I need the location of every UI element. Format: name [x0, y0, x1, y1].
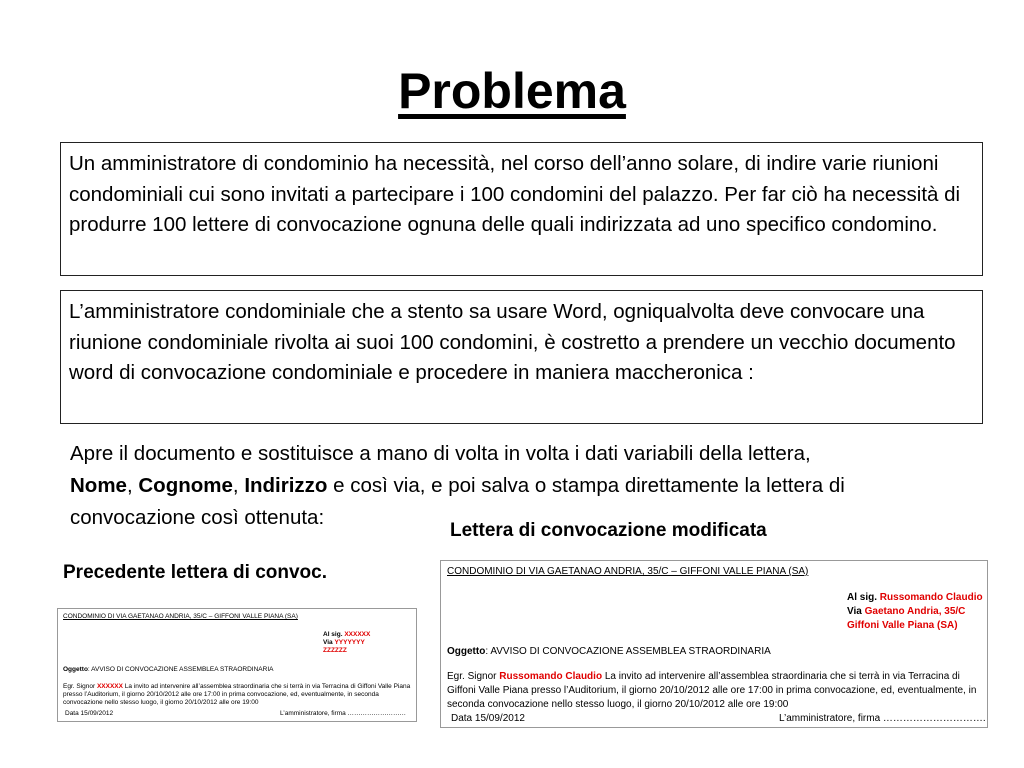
separator: ,: [232, 474, 245, 497]
letter-date: Data 15/09/2012: [65, 710, 114, 717]
via-label: Via: [847, 606, 862, 617]
recipient-block: [323, 631, 370, 655]
al-sig-label: Al sig.: [847, 592, 878, 603]
problem-box-2-text: L’amministratore condominiale che a stento sa usare Word, ogniqualvolta deve convocare una riunione condominiale rivolta ai suoi 100 condomini, è costretto a prendere un vecchio documento word di convocazione condominiale e procedere in maniera maccheronica :: [69, 300, 956, 384]
caption-modified-letter: Lettera di convocazione modificata: [450, 520, 767, 541]
keyword-nome: Nome: [70, 474, 127, 497]
keyword-cognome: Cognome: [138, 474, 233, 497]
letter-signature: L’amministratore, firma ………………………….: [779, 713, 986, 724]
recipient-address: Gaetano Andria, 35/C: [864, 606, 966, 617]
recipient-address: YYYYYYY: [334, 639, 365, 646]
recipient-name: Russomando Claudio: [879, 592, 983, 603]
body-text: La invito ad intervenire all’assemblea straordinaria che si terrà in via Terracina di Giffoni Valle Piana presso l’Auditorium, il giorno 20/10/2012 alle ore 17:00 in prima convocazione, ed, eventualmente, in seconda convocazione nello stesso luogo, il giorno 20/10/2012 alle ore 19:00: [63, 683, 411, 706]
oggetto-label: Oggetto: [63, 666, 88, 673]
body-greeting: Egr. Signor: [447, 671, 500, 682]
subject-line: [447, 645, 771, 659]
problem-box-2: [60, 290, 983, 424]
body-name: Russomando Claudio: [499, 671, 603, 682]
keyword-indirizzo: Indirizzo: [244, 474, 328, 497]
recipient-city: ZZZZZZ: [323, 647, 347, 654]
via-label: Via: [323, 639, 333, 646]
previous-letter: [57, 608, 417, 722]
recipient-name: XXXXXX: [344, 631, 371, 638]
body-name: XXXXXX: [96, 683, 123, 690]
caption-previous-letter: Precedente lettera di convoc.: [63, 562, 327, 583]
recipient-city: Giffoni Valle Piana (SA): [847, 620, 958, 631]
subject-line: [63, 666, 273, 674]
body-greeting: Egr. Signor: [63, 683, 97, 690]
letter-body: [447, 670, 981, 712]
paragraph-outro: e così via, e poi salva o stampa direttamente la lettera di convocazione così ottenuta:: [70, 474, 845, 529]
separator: ,: [126, 474, 139, 497]
problem-box-1-text: Un amministratore di condominio ha necessità, nel corso dell’anno solare, di indire varie riunioni condominiali cui sono invitati a partecipare i 100 condomini del palazzo. Per far ciò ha necessità di produrre 100 lettere di convocazione ognuna delle quali indirizzata ad uno specifico condomino.: [69, 152, 961, 236]
al-sig-label: Al sig.: [323, 631, 343, 638]
oggetto-text: : AVVISO DI CONVOCAZIONE ASSEMBLEA STRAORDINARIA: [485, 646, 771, 657]
oggetto-label: Oggetto: [447, 646, 486, 657]
letter-header: CONDOMINIO DI VIA GAETANAO ANDRIA, 35/C – GIFFONI VALLE PIANA (SA): [63, 613, 298, 620]
letter-header: CONDOMINIO DI VIA GAETANAO ANDRIA, 35/C – GIFFONI VALLE PIANA (SA): [447, 566, 809, 577]
letter-body: [63, 683, 411, 707]
letter-signature: L’amministratore, firma ………………………: [280, 710, 407, 717]
oggetto-text: : AVVISO DI CONVOCAZIONE ASSEMBLEA STRAORDINARIA: [87, 666, 274, 673]
recipient-block: [847, 591, 983, 633]
modified-letter: [440, 560, 988, 728]
body-text: La invito ad intervenire all’assemblea straordinaria che si terrà in via Terracina di Giffoni Valle Piana presso l’Auditorium, il giorno 20/10/2012 alle ore 17:00 in prima convocazione, ed, eventualmente, in seconda convocazione nello stesso luogo, il giorno 20/10/2012 alle ore 19:00: [447, 671, 977, 710]
page-title: Problema: [398, 63, 626, 119]
paragraph-intro: Apre il documento e sostituisce a mano di volta in volta i dati variabili della lettera,: [70, 442, 811, 465]
letter-date: Data 15/09/2012: [451, 713, 525, 724]
problem-box-1: [60, 142, 983, 276]
